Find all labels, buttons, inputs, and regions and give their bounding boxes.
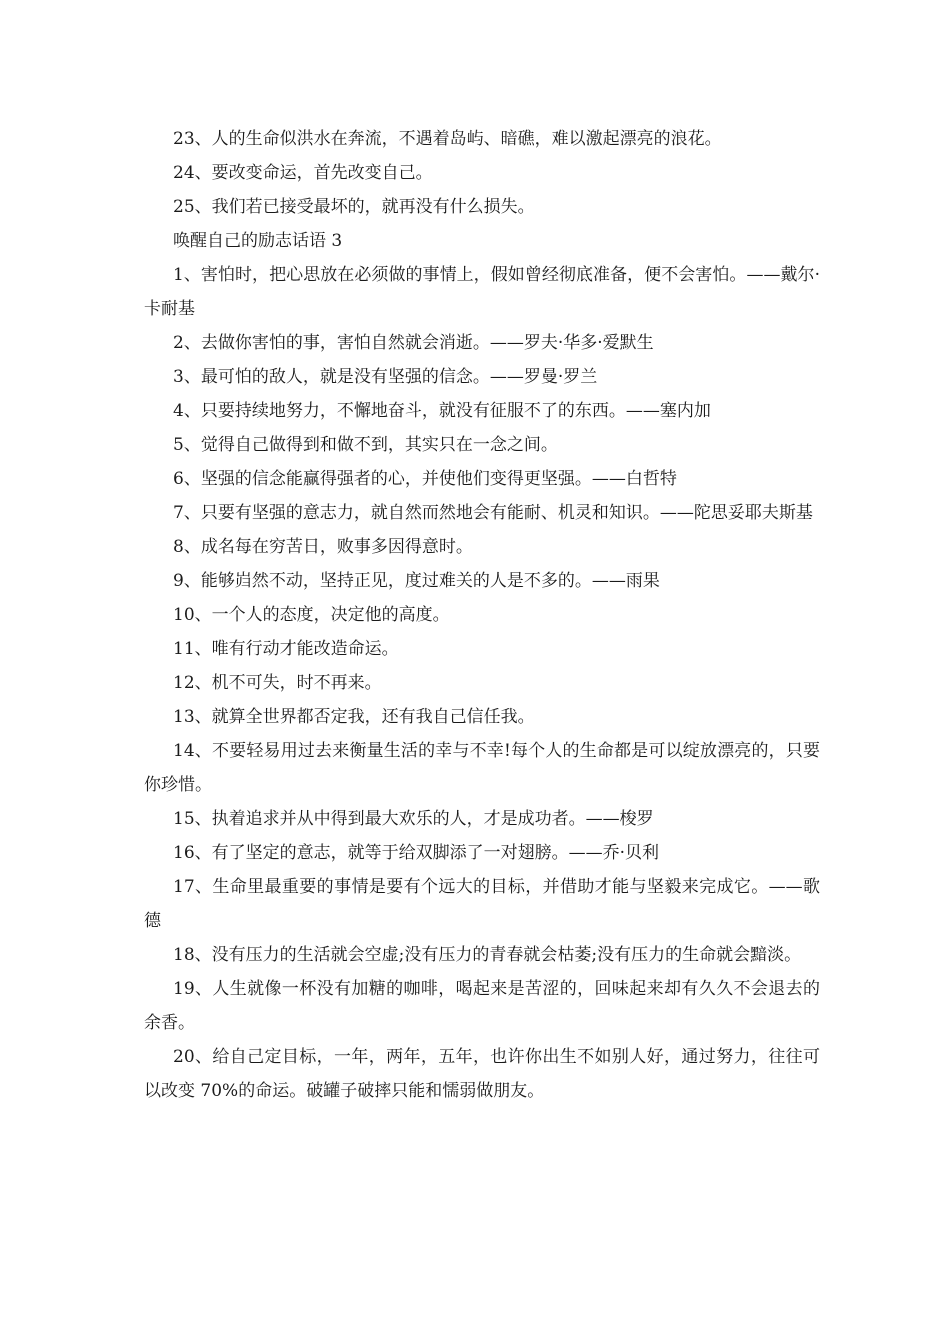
paragraph-20: 20、给自己定目标，一年，两年，五年，也许你出生不如别人好，通过努力，往往可以改变 70%的命运。破罐子破摔只能和懦弱做朋友。 bbox=[144, 1047, 820, 1101]
paragraph-13: 13、就算全世界都否定我，还有我自己信任我。 bbox=[173, 707, 535, 727]
section-heading: 唤醒自己的励志话语 3 bbox=[173, 231, 343, 251]
paragraph-4: 4、只要持续地努力，不懈地奋斗，就没有征服不了的东西。——塞内加 bbox=[173, 401, 711, 421]
paragraph-10: 10、一个人的态度，决定他的高度。 bbox=[173, 605, 450, 625]
paragraph-23: 23、人的生命似洪水在奔流，不遇着岛屿、暗礁，难以激起漂亮的浪花。 bbox=[173, 129, 722, 149]
paragraph-1: 1、害怕时，把心思放在必须做的事情上，假如曾经彻底准备，便不会害怕。——戴尔·卡耐基 bbox=[144, 265, 820, 319]
paragraph-24: 24、要改变命运，首先改变自己。 bbox=[173, 163, 433, 183]
paragraph-14: 14、不要轻易用过去来衡量生活的幸与不幸!每个人的生命都是可以绽放漂亮的，只要你珍惜。 bbox=[144, 741, 820, 795]
paragraph-11: 11、唯有行动才能改造命运。 bbox=[173, 639, 399, 659]
document-body bbox=[144, 122, 820, 1108]
paragraph-6: 6、坚强的信念能赢得强者的心，并使他们变得更坚强。——白哲特 bbox=[173, 469, 677, 489]
paragraph-16: 16、有了坚定的意志，就等于给双脚添了一对翅膀。——乔·贝利 bbox=[173, 843, 660, 863]
paragraph-8: 8、成名每在穷苦日，败事多因得意时。 bbox=[173, 537, 473, 557]
paragraph-15: 15、执着追求并从中得到最大欢乐的人，才是成功者。——梭罗 bbox=[173, 809, 654, 829]
paragraph-3: 3、最可怕的敌人，就是没有坚强的信念。——罗曼·罗兰 bbox=[173, 367, 598, 387]
paragraph-19: 19、人生就像一杯没有加糖的咖啡，喝起来是苦涩的，回味起来却有久久不会退去的余香。 bbox=[144, 979, 820, 1033]
paragraph-12: 12、机不可失，时不再来。 bbox=[173, 673, 382, 693]
paragraph-2: 2、去做你害怕的事，害怕自然就会消逝。——罗夫·华多·爱默生 bbox=[173, 333, 654, 353]
paragraph-25: 25、我们若已接受最坏的，就再没有什么损失。 bbox=[173, 197, 535, 217]
paragraph-7: 7、只要有坚强的意志力，就自然而然地会有能耐、机灵和知识。——陀思妥耶夫斯基 bbox=[173, 503, 813, 523]
paragraph-17: 17、生命里最重要的事情是要有个远大的目标，并借助才能与坚毅来完成它。——歌德 bbox=[144, 877, 820, 931]
paragraph-9: 9、能够岿然不动，坚持正见，度过难关的人是不多的。——雨果 bbox=[173, 571, 660, 591]
paragraph-5: 5、觉得自己做得到和做不到，其实只在一念之间。 bbox=[173, 435, 558, 455]
paragraph-18: 18、没有压力的生活就会空虚;没有压力的青春就会枯萎;没有压力的生命就会黯淡。 bbox=[173, 945, 802, 965]
